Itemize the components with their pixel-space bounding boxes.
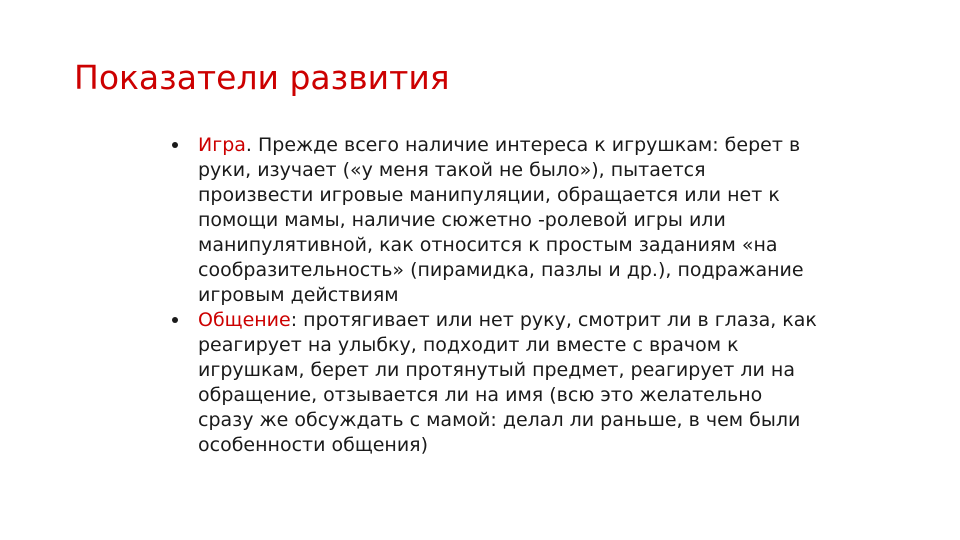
- bullet-text: . Прежде всего наличие интереса к игрушкам: берет в руки, изучает («у меня такой не было»), пытается произвести игровые манипуляции, обращается или нет к помощи мамы, наличие сюжетно -ролевой игры или манипулятивной, как относится к простым заданиям «на сообразительность» (пирамидка, пазлы и др.), подражание игровым действиям: [198, 134, 804, 306]
- bullet-term: Общение: [198, 309, 291, 331]
- bullet-item-play: [172, 133, 822, 308]
- bullet-dot-icon: [172, 142, 178, 148]
- bullet-term: Игра: [198, 134, 246, 156]
- bullet-list: [172, 133, 822, 458]
- slide-title: Показатели развития: [74, 58, 450, 97]
- bullet-dot-icon: [172, 317, 178, 323]
- bullet-item-communication: [172, 308, 822, 458]
- bullet-text: : протягивает или нет руку, смотрит ли в глаза, как реагирует на улыбку, подходит ли вместе с врачом к игрушкам, берет ли протянутый предмет, реагирует ли на обращение, отзывается ли на имя (всю это желательно сразу же обсуждать с мамой: делал ли раньше, в чем были особенности общения): [198, 309, 817, 456]
